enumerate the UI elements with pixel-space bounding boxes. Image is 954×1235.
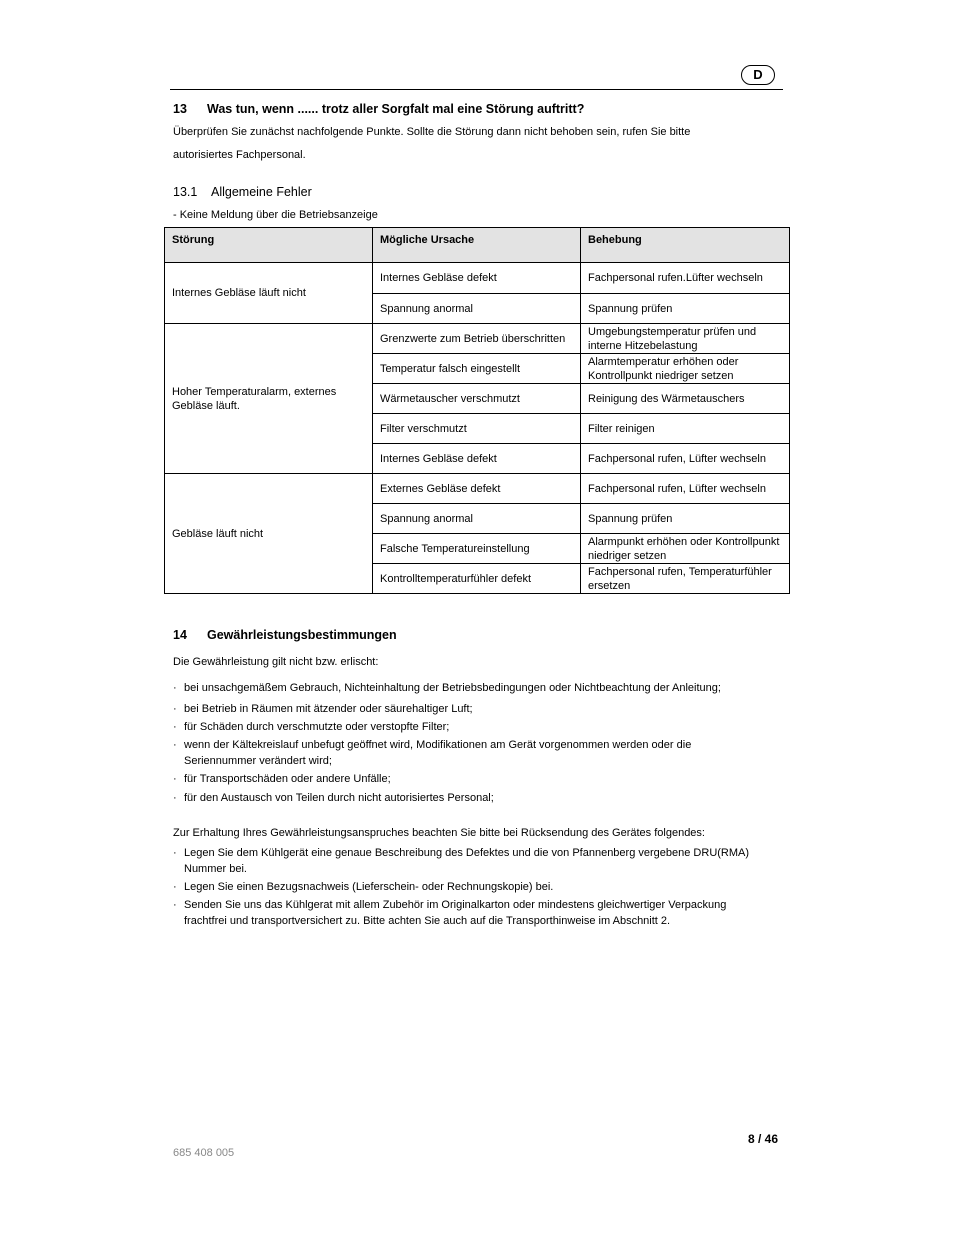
bullet-dot: · [173, 703, 177, 715]
section-13-intro-line2: autorisiertes Fachpersonal. [173, 149, 306, 161]
warranty-intro: Die Gewährleistung gilt nicht bzw. erlischt: [173, 656, 379, 668]
list-item-text: Legen Sie einen Bezugsnachweis (Lieferschein- oder Rechnungskopie) bei. [184, 881, 554, 893]
fault-table [164, 227, 790, 594]
list-item-text: Senden Sie uns das Kühlgerat mit allem Zubehör im Originalkarton oder mindestens gleichwertiger Verpackung [184, 899, 727, 911]
fault-table-header [165, 228, 790, 263]
list-item-text: bei unsachgemäßem Gebrauch, Nichteinhaltung der Betriebsbedingungen oder Nichtbeachtung der Anleitung; [184, 682, 721, 694]
subsection-13-1-heading [173, 185, 312, 199]
remedy-cell: Umgebungstemperatur prüfen und interne Hitzebelastung [581, 324, 790, 354]
column-header: Behebung [581, 228, 790, 263]
list-item-text: Nummer bei. [184, 863, 247, 875]
list-item [173, 897, 749, 929]
cause-cell: Falsche Temperatureinstellung [373, 534, 581, 564]
bullet-dot: · [173, 773, 177, 785]
remedy-cell: Fachpersonal rufen, Temperaturfühler ersetzen [581, 564, 790, 594]
column-header: Mögliche Ursache [373, 228, 581, 263]
page-number: 8 / 46 [748, 1132, 779, 1146]
bullet-dot: · [173, 739, 177, 751]
cause-cell: Wärmetauscher verschmutzt [373, 384, 581, 414]
cause-cell: Internes Gebläse defekt [373, 444, 581, 474]
section-title: Was tun, wenn ...... trotz aller Sorgfalt mal eine Störung auftritt? [207, 102, 585, 116]
list-item-text: bei Betrieb in Räumen mit ätzender oder säurehaltiger Luft; [184, 703, 473, 715]
list-item-text: Legen Sie dem Kühlgerät eine genaue Beschreibung des Defektes und die von Pfannenberg vergebene DRU(RMA) [184, 847, 750, 859]
fault-cell: Hoher Temperaturalarm, externes Gebläse läuft. [165, 324, 373, 474]
cause-cell: Spannung anormal [373, 294, 581, 324]
cause-cell: Externes Gebläse defekt [373, 474, 581, 504]
table-row [165, 324, 790, 354]
list-item-text: für Schäden durch verschmutzte oder verstopfte Filter; [184, 721, 450, 733]
list-item [173, 719, 721, 735]
bullet-dot: · [173, 899, 177, 911]
list-item [173, 879, 749, 895]
remedy-cell: Fachpersonal rufen, Lüfter wechseln [581, 474, 790, 504]
list-item [173, 771, 721, 787]
section-number: 14 [173, 628, 187, 642]
list-item [173, 701, 721, 717]
fault-cell: Internes Gebläse läuft nicht [165, 263, 373, 324]
remedy-cell: Alarmpunkt erhöhen oder Kontrollpunkt niedriger setzen [581, 534, 790, 564]
bullet-dot: · [173, 792, 177, 804]
list-item [173, 845, 749, 877]
remedy-cell: Spannung prüfen [581, 504, 790, 534]
table-row [165, 263, 790, 294]
subsection-number: 13.1 [173, 185, 198, 199]
return-intro: Zur Erhaltung Ihres Gewährleistungsanspruches beachten Sie bitte bei Rücksendung des Gerätes folgendes: [173, 827, 705, 839]
list-item-text: für Transportschäden oder andere Unfälle; [184, 773, 391, 785]
bullet-dot: · [173, 682, 177, 694]
section-13-intro-line1: Überprüfen Sie zunächst nachfolgende Punkte. Sollte die Störung dann nicht behoben sein, rufen Sie bitte [173, 126, 691, 138]
cause-cell: Filter verschmutzt [373, 414, 581, 444]
subsection-title: Allgemeine Fehler [211, 185, 312, 199]
list-item [173, 680, 721, 696]
remedy-cell: Filter reinigen [581, 414, 790, 444]
section-14-heading [173, 628, 397, 642]
section-title: Gewährleistungsbestimmungen [207, 628, 397, 642]
language-badge: D [741, 65, 775, 85]
bullet-dot: · [173, 721, 177, 733]
table-row [165, 474, 790, 504]
remedy-cell: Alarmtemperatur erhöhen oder Kontrollpunkt niedriger setzen [581, 354, 790, 384]
cause-cell: Kontrolltemperaturfühler defekt [373, 564, 581, 594]
cause-cell: Temperatur falsch eingestellt [373, 354, 581, 384]
list-item-text: Seriennummer verändert wird; [184, 755, 332, 767]
document-number: 685 408 005 [173, 1147, 235, 1159]
list-item-text: für den Austausch von Teilen durch nicht autorisiertes Personal; [184, 792, 494, 804]
bullet-dot: · [173, 881, 177, 893]
header-rule [170, 89, 783, 90]
list-item [173, 737, 721, 769]
cause-cell: Grenzwerte zum Betrieb überschritten [373, 324, 581, 354]
warranty-exclusions-list [173, 680, 721, 806]
cause-cell: Internes Gebläse defekt [373, 263, 581, 294]
bullet-dot: · [173, 847, 177, 859]
section-number: 13 [173, 102, 187, 116]
remedy-cell: Reinigung des Wärmetauschers [581, 384, 790, 414]
remedy-cell: Fachpersonal rufen.Lüfter wechseln [581, 263, 790, 294]
return-steps-list [173, 845, 749, 929]
cause-cell: Spannung anormal [373, 504, 581, 534]
list-item-text: wenn der Kältekreislauf unbefugt geöffnet wird, Modifikationen am Gerät vorgenommen werden oder die [184, 739, 692, 751]
remedy-cell: Fachpersonal rufen, Lüfter wechseln [581, 444, 790, 474]
list-item-text: frachtfrei und transportversichert zu. Bitte achten Sie auch auf die Transporthinweise im Abschnitt 2. [184, 915, 671, 927]
column-header: Störung [165, 228, 373, 263]
list-item [173, 790, 721, 806]
subsection-note: - Keine Meldung über die Betriebsanzeige [173, 209, 378, 221]
fault-cell: Gebläse läuft nicht [165, 474, 373, 594]
section-13-heading [173, 102, 584, 116]
remedy-cell: Spannung prüfen [581, 294, 790, 324]
